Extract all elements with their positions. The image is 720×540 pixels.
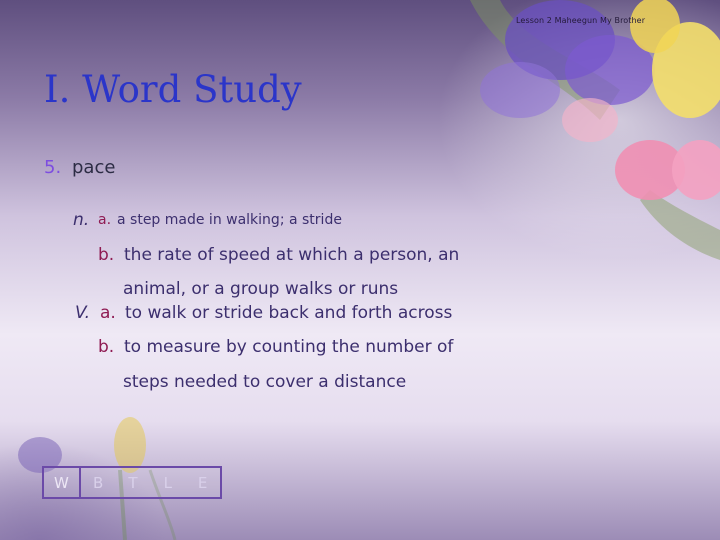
verb-pos-label: V. — [75, 303, 91, 323]
nav-button-w[interactable]: W — [44, 468, 81, 497]
verb-sense-b-letter: b. — [98, 337, 115, 357]
noun-sense-b-letter: b. — [98, 245, 115, 265]
noun-sense-b-text-line2: animal, or a group walks or runs — [123, 279, 399, 299]
noun-sense-a-letter: a. — [98, 212, 112, 228]
entry-word: pace — [72, 157, 116, 178]
nav-button-b[interactable]: B — [93, 473, 104, 492]
verb-sense-a-text: to walk or stride back and forth across — [125, 303, 453, 323]
lesson-header: Lesson 2 Maheegun My Brother — [516, 16, 646, 25]
verb-sense-b-text-line2: steps needed to cover a distance — [123, 372, 407, 392]
noun-pos-label: n. — [73, 210, 90, 230]
nav-button-l[interactable]: L — [163, 473, 172, 492]
nav-button-e[interactable]: E — [197, 473, 208, 492]
page-title: I. Word Study — [44, 68, 302, 111]
verb-sense-b-text-line1: to measure by counting the number of — [124, 337, 454, 357]
verb-sense-a-letter: a. — [100, 303, 116, 323]
nav-button-t[interactable]: T — [128, 473, 138, 492]
slide-navigation-bar — [42, 466, 222, 499]
noun-sense-a-text: a step made in walking; a stride — [117, 212, 342, 228]
entry-number: 5. — [44, 157, 62, 178]
noun-sense-b-text-line1: the rate of speed at which a person, an — [124, 245, 460, 265]
